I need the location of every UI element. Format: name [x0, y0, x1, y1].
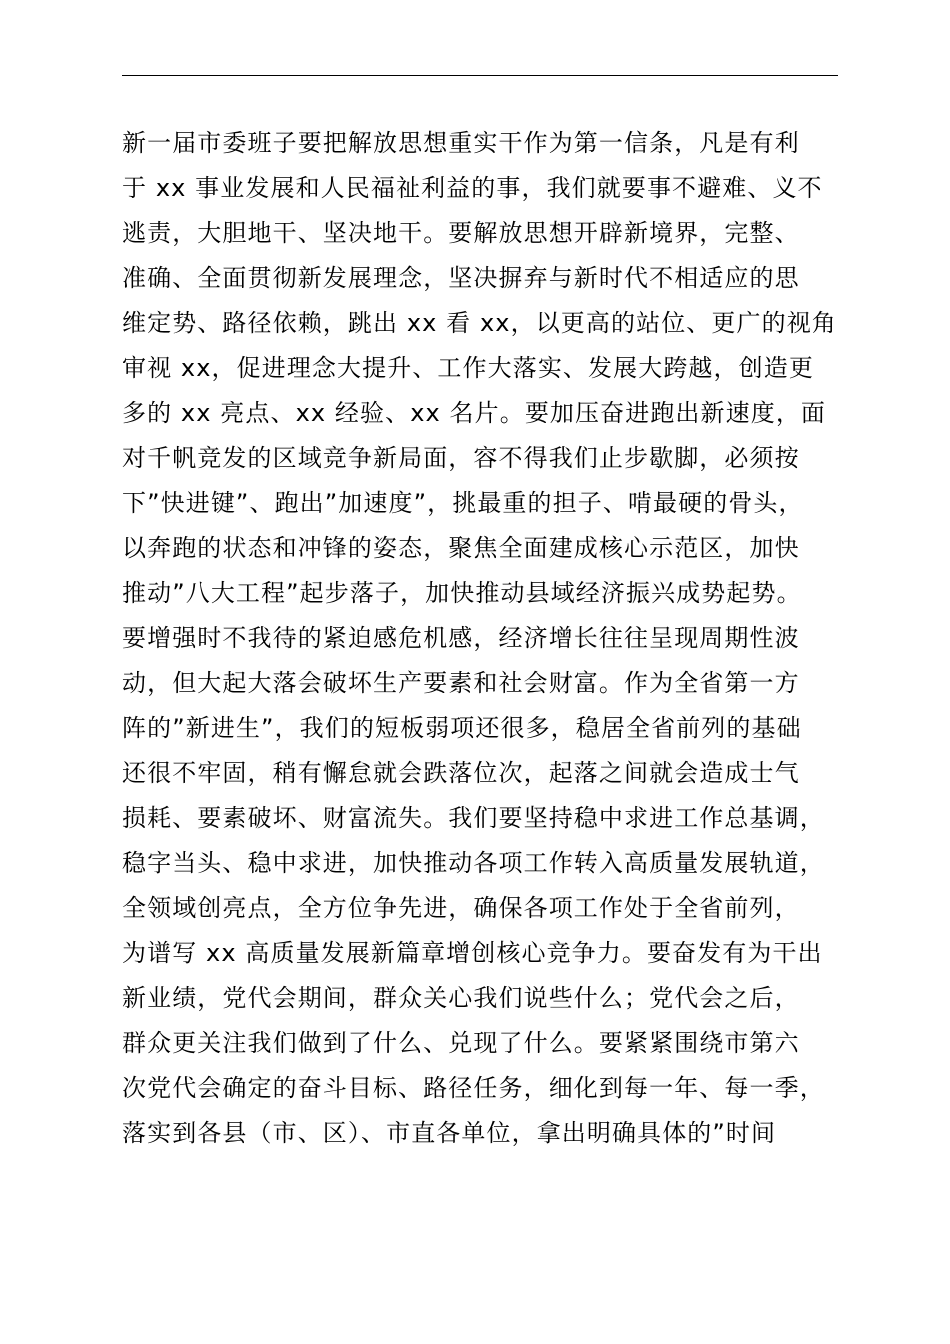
text-line: 多的 xx 亮点、xx 经验、xx 名片。要加压奋进跑出新速度，面: [122, 399, 827, 427]
text-line: 下”快进键”、跑出”加速度”，挑最重的担子、啃最硬的骨头，: [122, 489, 804, 517]
text-line: 次党代会确定的奋斗目标、路径任务，细化到每一年、每一季，: [122, 1074, 825, 1102]
text-line: 对千帆竞发的区域竞争新局面，容不得我们止步歇脚，必须按: [122, 444, 800, 472]
text-line: 要增强时不我待的紧迫感危机感，经济增长往往呈现周期性波: [122, 624, 800, 652]
text-line: 逃责，大胆地干、坚决地干。要解放思想开辟新境界，完整、: [122, 219, 800, 247]
text-line: 为谱写 xx 高质量发展新篇章增创核心竞争力。要奋发有为干出: [122, 939, 823, 967]
text-line: 准确、全面贯彻新发展理念，坚决摒弃与新时代不相适应的思: [122, 264, 800, 292]
text-line: 全领域创亮点，全方位争先进，确保各项工作处于全省前列，: [122, 894, 800, 922]
text-line: 群众更关注我们做到了什么、兑现了什么。要紧紧围绕市第六: [122, 1029, 800, 1057]
text-line: 落实到各县（市、区）、市直各单位，拿出明确具体的”时间: [122, 1119, 777, 1147]
text-line: 动，但大起大落会破坏生产要素和社会财富。作为全省第一方: [122, 669, 800, 697]
header-rule: [122, 75, 838, 76]
text-line: 审视 xx，促进理念大提升、工作大落实、发展大跨越，创造更: [122, 354, 814, 382]
text-line: 于 xx 事业发展和人民福祉利益的事，我们就要事不避难、义不: [122, 174, 823, 202]
text-line: 推动”八大工程”起步落子，加快推动县域经济振兴成势起势。: [122, 579, 802, 607]
text-line: 新一届市委班子要把解放思想重实干作为第一信条，凡是有利: [122, 129, 800, 157]
text-line: 损耗、要素破坏、财富流失。我们要坚持稳中求进工作总基调，: [122, 804, 825, 832]
text-line: 维定势、路径依赖，跳出 xx 看 xx，以更高的站位、更广的视角: [122, 309, 837, 337]
text-line: 阵的”新进生”，我们的短板弱项还很多，稳居全省前列的基础: [122, 714, 802, 742]
text-line: 稳字当头、稳中求进，加快推动各项工作转入高质量发展轨道，: [122, 849, 825, 877]
text-line: 以奔跑的状态和冲锋的姿态，聚焦全面建成核心示范区，加快: [122, 534, 800, 562]
body-text: [122, 121, 882, 1156]
text-line: 新业绩，党代会期间，群众关心我们说些什么；党代会之后，: [122, 984, 800, 1012]
text-line: 还很不牢固，稍有懈怠就会跌落位次，起落之间就会造成士气: [122, 759, 800, 787]
